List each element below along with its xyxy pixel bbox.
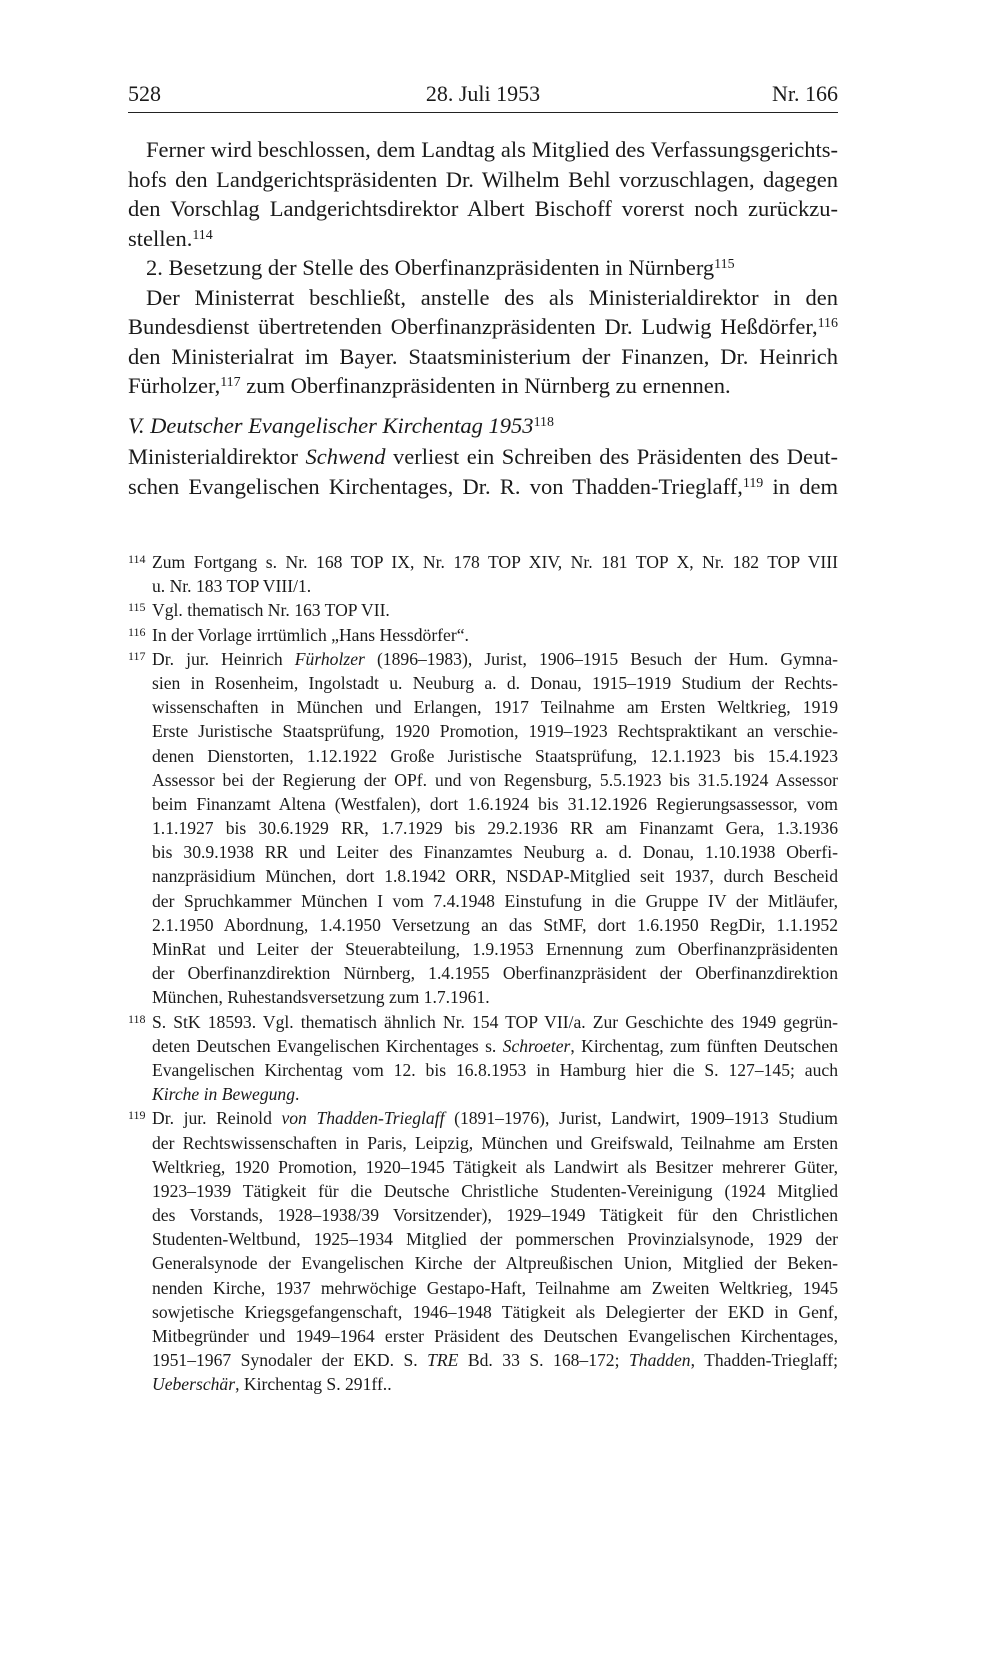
section-heading-text: V. Deutscher Evangelischer Kirchentag 1953 — [128, 412, 534, 438]
main-text — [128, 135, 838, 501]
footnote-line: Weltkrieg, 1920 Promotion, 1920–1945 Tätigkeit als Landwirt als Besitzer mehrerer Güter, — [152, 1156, 838, 1177]
text-fragment: Ministerialdirektor — [128, 444, 306, 469]
text-line: hofs den Landgerichtspräsidenten Dr. Wilhelm Behl vorzuschlagen, dagegen — [128, 166, 838, 192]
footnote-line — [152, 1106, 838, 1130]
section-heading-v — [128, 411, 838, 441]
document-page — [128, 80, 838, 1395]
paragraph-kirchentag — [128, 442, 838, 501]
footnote-line: u. Nr. 183 TOP VIII/1. — [152, 576, 312, 597]
section-heading-line — [128, 411, 838, 441]
footnote-line — [152, 647, 838, 671]
text-fragment: Dr. jur. Heinrich — [152, 648, 295, 669]
text-fragment: stellen. — [128, 225, 193, 251]
footnote-line: 2.1.1950 Abordnung, 1.4.1950 Versetzung an das StMF, dort 1.6.1950 RegDir, 1.1.1952 — [152, 914, 838, 935]
text-line — [128, 224, 838, 254]
running-header — [128, 80, 838, 113]
footnote-line: Erste Juristische Staatsprüfung, 1920 Promotion, 1919–1923 Rechtspraktikant an verschie- — [152, 721, 838, 742]
footnote-line: nenden Kirche, 1937 mehrwöchige Gestapo-Haft, Teilnahme am Zweiten Weltkrieg, 1945 — [152, 1277, 838, 1298]
footnote-line — [152, 1034, 838, 1058]
header-date: 28. Juli 1953 — [425, 81, 541, 106]
text-fragment: deten Deutschen Evangelischen Kirchentages s. — [152, 1035, 503, 1056]
text-fragment: zum Oberfinanzpräsidenten in Nürnberg zu ernennen. — [240, 373, 731, 398]
footnote-ref-117[interactable]: 117 — [220, 375, 241, 391]
footnote-number: 114 — [128, 552, 146, 566]
footnotes — [128, 550, 838, 1397]
text-fragment: , Kirchentag S. 291ff.. — [235, 1374, 392, 1395]
author-name-schroeter: Schroeter — [502, 1035, 571, 1056]
footnote-line: beim Finanzamt Altena (Westfalen), dort 1.6.1924 bis 31.12.1926 Regierungsassessor, vom — [152, 793, 838, 814]
footnote-117 — [128, 647, 838, 1010]
paragraph-oberfinanzpraesident — [128, 283, 838, 401]
text-line — [128, 312, 838, 342]
footnote-line: der Oberfinanzdirektion Nürnberg, 1.4.1955 Oberfinanzpräsident der Oberfinanzdirektion — [152, 963, 838, 984]
footnote-114 — [128, 550, 838, 598]
text-fragment: verliest ein Schreiben des Präsidenten des Deut- — [385, 444, 838, 469]
author-name-ueberschaer: Ueberschär — [152, 1374, 236, 1395]
text-line — [128, 442, 838, 472]
text-fragment: (1896–1983), Jurist, 1906–1915 Besuch der Hum. Gymna- — [364, 648, 838, 669]
text-fragment: Bundesdienst übertretenden Oberfinanzpräsidenten Dr. Ludwig Heßdörfer, — [128, 314, 818, 339]
text-fragment: (1891–1976), Jurist, Landwirt, 1909–1913 Studium — [444, 1108, 838, 1129]
text-fragment: , Thadden-Trieglaff; — [690, 1350, 838, 1371]
footnote-line — [152, 1372, 838, 1396]
work-title: Kirche in Bewegung — [152, 1084, 296, 1105]
text-fragment: Dr. jur. Reinold — [152, 1108, 282, 1129]
text-line — [128, 472, 838, 502]
person-name-thadden: von Thadden-Trieglaff — [281, 1108, 445, 1129]
footnote-ref-119[interactable]: 119 — [742, 475, 764, 491]
document-number: Nr. 166 — [772, 81, 838, 106]
text-fragment: in dem — [763, 473, 838, 499]
footnote-number: 117 — [128, 648, 146, 663]
footnote-115 — [128, 598, 838, 622]
text-line: den Vorschlag Landgerichtsdirektor Albert Bischoff vorerst noch zurückzu- — [128, 196, 838, 221]
footnote-line: der Spruchkammer München I vom 7.4.1948 Einstufung in die Gruppe IV der Mitläufer, — [152, 890, 838, 911]
footnote-line: Studenten-Weltbund, 1925–1934 Mitglied der pommerschen Provinzialsynode, 1929 der — [152, 1229, 838, 1250]
footnote-number: 118 — [128, 1011, 146, 1026]
footnote-number: 115 — [128, 600, 146, 615]
footnote-line: der Rechtswissenschaften in Paris, Leipzig, München und Greifswald, Teilnahme am Ersten — [152, 1132, 838, 1153]
footnote-line: nanzpräsidium München, dort 1.8.1942 ORR, NSDAP-Mitglied seit 1937, durch Bescheid — [152, 866, 838, 887]
footnote-line: sowjetische Kriegsgefangenschaft, 1946–1948 Tätigkeit als Delegierter der EKD in Genf, — [152, 1301, 838, 1322]
footnote-number: 119 — [128, 1108, 146, 1123]
footnote-line: In der Vorlage irrtümlich „Hans Hessdörfer“. — [152, 624, 469, 645]
text-line — [128, 253, 838, 283]
text-fragment: schen Evangelischen Kirchentages, Dr. R. von Thadden-Trieglaff, — [128, 473, 743, 499]
person-name-fuerholzer: Fürholzer — [294, 648, 365, 669]
footnote-line: 1.1.1927 bis 30.6.1929 RR, 1.7.1929 bis 29.2.1936 RR am Finanzamt Gera, 1.3.1936 — [152, 818, 838, 839]
footnote-line: München, Ruhestandsversetzung zum 1.7.1961. — [152, 987, 490, 1008]
footnote-line: Evangelischen Kirchentag vom 12. bis 16.8.1953 in Hamburg hier die S. 127–145; auch — [152, 1059, 838, 1080]
footnote-ref-115[interactable]: 115 — [714, 257, 735, 273]
footnote-line: Mitbegründer und 1949–1964 erster Präsident des Deutschen Evangelischen Kirchentages, — [152, 1326, 838, 1346]
footnote-line: bis 30.9.1938 RR und Leiter des Finanzamtes Neuburg a. d. Donau, 1.10.1938 Oberfi- — [152, 842, 838, 863]
footnote-line: Generalsynode der Evangelischen Kirche der Altpreußischen Union, Mitglied der Beken- — [152, 1253, 838, 1274]
work-abbrev-tre: TRE — [427, 1350, 459, 1371]
footnote-number: 116 — [128, 624, 146, 639]
footnote-line: Zum Fortgang s. Nr. 168 TOP IX, Nr. 178 TOP XIV, Nr. 181 TOP X, Nr. 182 TOP VIII — [152, 552, 838, 572]
footnote-line — [152, 1348, 838, 1372]
agenda-item-title: 2. Besetzung der Stelle des Oberfinanzpräsidenten in Nürnberg — [146, 255, 715, 280]
footnote-116 — [128, 623, 838, 647]
page-number: 528 — [128, 81, 161, 106]
footnote-line: S. StK 18593. Vgl. thematisch ähnlich Nr. 154 TOP VII/a. Zur Geschichte des 1949 gegrün- — [152, 1011, 838, 1032]
text-fragment: . — [295, 1084, 300, 1105]
author-name-thadden: Thadden — [628, 1350, 691, 1371]
paragraph-verfassungsgerichtshof — [128, 135, 838, 253]
footnote-ref-116[interactable]: 116 — [817, 316, 838, 332]
footnote-119 — [128, 1106, 838, 1396]
footnote-line: MinRat und Leiter der Steuerabteilung, 1.9.1953 Ernennung zum Oberfinanzpräsidenten — [152, 939, 838, 959]
text-fragment: Fürholzer, — [128, 373, 221, 398]
text-line: Ferner wird beschlossen, dem Landtag als Mitglied des Verfassungsgerichts- — [146, 137, 838, 162]
text-fragment: , Kirchentag, zum fünften Deutschen — [570, 1035, 838, 1056]
footnote-line: Assessor bei der Regierung der OPf. und von Regensburg, 5.5.1923 bis 31.5.1924 Assessor — [152, 769, 838, 790]
text-line: Der Ministerrat beschließt, anstelle des als Ministerialdirektor in den — [146, 284, 838, 310]
text-fragment: Bd. 33 S. 168–172; — [458, 1350, 629, 1371]
footnote-line: denen Dienstorten, 1.12.1922 Große Juristische Staatsprüfung, 12.1.1923 bis 15.4.1923 — [152, 745, 838, 766]
text-fragment: 1951–1967 Synodaler der EKD. S. — [152, 1350, 428, 1371]
footnote-ref-118[interactable]: 118 — [533, 414, 554, 430]
footnote-line: Vgl. thematisch Nr. 163 TOP VII. — [152, 600, 390, 621]
footnote-118 — [128, 1010, 838, 1107]
footnote-line: 1923–1939 Tätigkeit für die Deutsche Christliche Studenten-Vereinigung (1924 Mitglied — [152, 1180, 838, 1201]
footnote-line: wissenschaften in München und Erlangen, 1917 Teilnahme am Ersten Weltkrieg, 1919 — [152, 697, 838, 718]
person-name-schwend: Schwend — [305, 444, 386, 469]
footnote-line — [152, 1082, 838, 1106]
footnote-ref-114[interactable]: 114 — [192, 227, 213, 243]
text-line: den Ministerialrat im Bayer. Staatsministerium der Finanzen, Dr. Heinrich — [128, 343, 838, 369]
footnote-line: des Vorstands, 1928–1938/39 Vorsitzender), 1929–1949 Tätigkeit für den Christlichen — [152, 1205, 838, 1226]
agenda-item-2 — [128, 253, 838, 283]
text-line — [128, 371, 838, 401]
footnote-line: sien in Rosenheim, Ingolstadt u. Neuburg a. d. Donau, 1915–1919 Studium der Rechts- — [152, 672, 838, 693]
